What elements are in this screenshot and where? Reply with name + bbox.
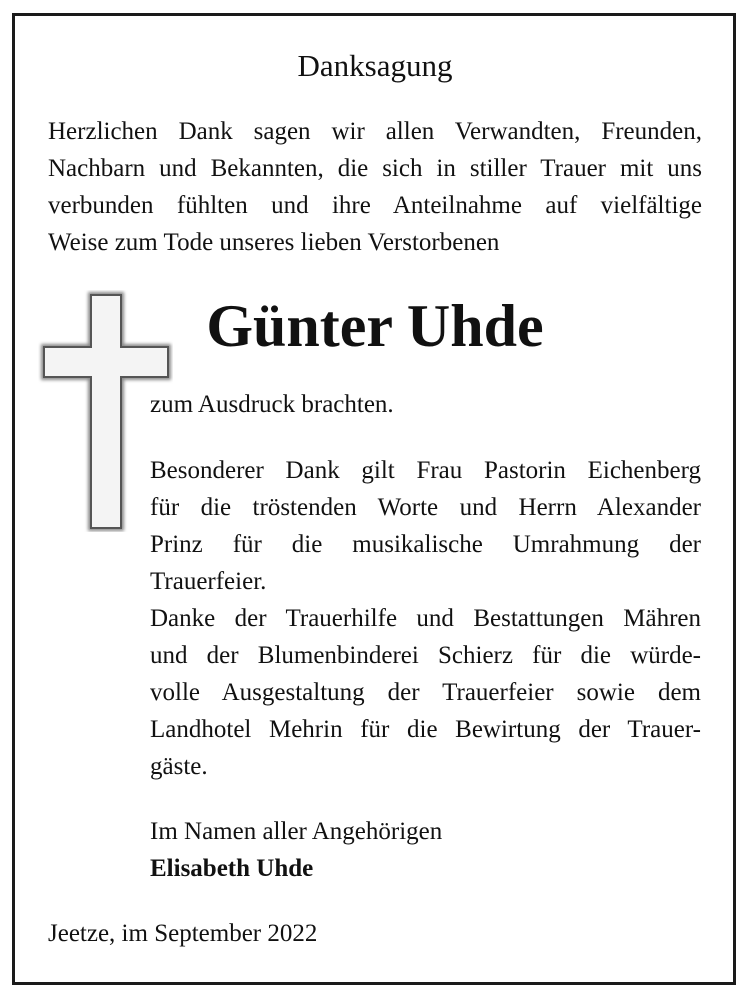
thanks-line: gäste.	[150, 753, 208, 780]
intro-paragraph	[48, 113, 702, 261]
intro-line: verbunden fühlten und ihre Anteilnahme auf vielfältige	[48, 192, 702, 219]
thanks-line: Danke der Trauerhilfe und Bestattungen Mähren	[150, 605, 701, 632]
intro-line: Weise zum Tode unseres lieben Verstorbenen	[48, 229, 500, 256]
thanks-line: und der Blumenbinderei Schierz für die würde-	[150, 642, 701, 669]
thanks-paragraph-2	[150, 600, 701, 785]
thanks-line: Besonderer Dank gilt Frau Pastorin Eichenberg	[150, 457, 701, 484]
deceased-name: Günter Uhde	[206, 293, 544, 359]
intro-line: Nachbarn und Bekannten, die sich in stiller Trauer mit uns	[48, 155, 702, 182]
expression-line	[150, 386, 701, 423]
thanks-line: Trauerfeier.	[150, 568, 267, 595]
thanks-line: für die tröstenden Worte und Herrn Alexander	[150, 494, 701, 521]
thanks-paragraph-1	[150, 452, 701, 600]
signature-name: Elisabeth Uhde	[150, 855, 314, 882]
notice-heading: Danksagung	[297, 48, 453, 83]
thanks-line: Prinz für die musikalische Umrahmung der	[150, 531, 701, 558]
thanks-line: Landhotel Mehrin für die Bewirtung der Trauer-	[150, 716, 701, 743]
place-date: Jeetze, im September 2022	[48, 920, 318, 947]
signature-label: Im Namen aller Angehörigen	[150, 818, 443, 845]
expression-text: zum Ausdruck brachten.	[150, 391, 394, 418]
intro-line: Herzlichen Dank sagen wir allen Verwandten, Freunden,	[48, 118, 702, 145]
thanks-line: volle Ausgestaltung der Trauerfeier sowie dem	[150, 679, 701, 706]
